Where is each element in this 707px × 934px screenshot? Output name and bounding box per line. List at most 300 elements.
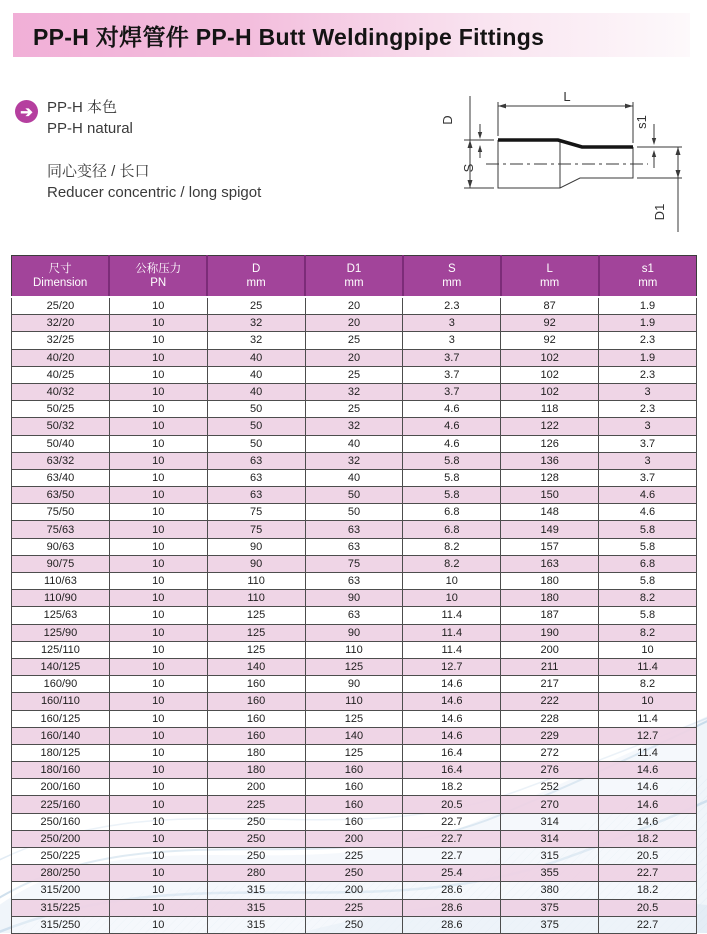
- table-cell: 14.6: [599, 813, 697, 830]
- table-cell: 63/50: [12, 487, 110, 504]
- table-cell: 160/140: [12, 727, 110, 744]
- table-cell: 250: [207, 830, 305, 847]
- table-cell: 8.2: [599, 676, 697, 693]
- table-cell: 25: [305, 401, 403, 418]
- table-cell: 11.4: [599, 710, 697, 727]
- table-cell: 40: [305, 469, 403, 486]
- table-cell: 90: [305, 590, 403, 607]
- table-cell: 63: [305, 573, 403, 590]
- table-row: [12, 607, 697, 624]
- table-cell: 125: [305, 744, 403, 761]
- table-row: [12, 366, 697, 383]
- table-cell: 250/225: [12, 848, 110, 865]
- table-cell: 25.4: [403, 865, 501, 882]
- table-cell: 20.5: [599, 848, 697, 865]
- table-cell: 10: [599, 693, 697, 710]
- table-cell: 190: [501, 624, 599, 641]
- product-name-en: Reducer concentric / long spigot: [47, 184, 262, 201]
- table-cell: 180: [207, 762, 305, 779]
- table-cell: 10: [109, 538, 207, 555]
- table-cell: 10: [109, 452, 207, 469]
- table-cell: 40/20: [12, 349, 110, 366]
- table-cell: 1.9: [599, 297, 697, 315]
- table-cell: 32/25: [12, 332, 110, 349]
- table-row: [12, 555, 697, 572]
- column-header: 尺寸 Dimension: [12, 256, 110, 298]
- table-cell: 128: [501, 469, 599, 486]
- table-cell: 125: [305, 710, 403, 727]
- material-name-cn: PP-H 本色: [47, 99, 118, 116]
- table-cell: 5.8: [403, 469, 501, 486]
- table-cell: 160: [207, 676, 305, 693]
- table-row: [12, 727, 697, 744]
- table-cell: 63/32: [12, 452, 110, 469]
- table-cell: 5.8: [599, 538, 697, 555]
- table-cell: 10: [109, 401, 207, 418]
- table-cell: 63: [207, 487, 305, 504]
- table-cell: 3.7: [599, 469, 697, 486]
- table-cell: 8.2: [403, 538, 501, 555]
- table-cell: 75/63: [12, 521, 110, 538]
- table-cell: 225: [207, 796, 305, 813]
- table-row: [12, 418, 697, 435]
- table-cell: 4.6: [403, 435, 501, 452]
- table-cell: 315: [207, 916, 305, 933]
- table-row: [12, 830, 697, 847]
- page-title: PP-H 对焊管件 PP-H Butt Weldingpipe Fittings: [33, 23, 545, 50]
- table-cell: 160: [305, 762, 403, 779]
- table-row: [12, 469, 697, 486]
- table-cell: 5.8: [599, 521, 697, 538]
- table-body: [12, 297, 697, 933]
- table-cell: 5.8: [599, 573, 697, 590]
- table-cell: 10: [403, 590, 501, 607]
- table-cell: 118: [501, 401, 599, 418]
- table-cell: 20.5: [599, 899, 697, 916]
- table-cell: 125/63: [12, 607, 110, 624]
- table-row: [12, 693, 697, 710]
- table-cell: 5.8: [403, 487, 501, 504]
- table-cell: 10: [109, 658, 207, 675]
- table-cell: 229: [501, 727, 599, 744]
- table-cell: 187: [501, 607, 599, 624]
- table-cell: 10: [109, 624, 207, 641]
- table-cell: 10: [109, 297, 207, 315]
- table-cell: 110/63: [12, 573, 110, 590]
- table-cell: 50: [207, 435, 305, 452]
- table-cell: 380: [501, 882, 599, 899]
- table-cell: 136: [501, 452, 599, 469]
- intro-block: [47, 97, 261, 203]
- table-cell: 1.9: [599, 349, 697, 366]
- table-cell: 10: [109, 796, 207, 813]
- table-cell: 10: [109, 676, 207, 693]
- table-cell: 22.7: [403, 848, 501, 865]
- table-cell: 10: [109, 349, 207, 366]
- table-cell: 6.8: [403, 504, 501, 521]
- table-cell: 90: [305, 624, 403, 641]
- table-cell: 40: [207, 383, 305, 400]
- table-cell: 10: [109, 573, 207, 590]
- table-cell: 250/200: [12, 830, 110, 847]
- table-cell: 122: [501, 418, 599, 435]
- table-cell: 10: [109, 504, 207, 521]
- page-title-bar: [13, 13, 690, 57]
- table-cell: 10: [109, 865, 207, 882]
- table-cell: 10: [109, 710, 207, 727]
- table-cell: 75: [207, 504, 305, 521]
- table-cell: 102: [501, 349, 599, 366]
- table-cell: 125: [207, 641, 305, 658]
- table-cell: 3: [599, 383, 697, 400]
- table-cell: 10: [109, 555, 207, 572]
- spec-table-container: [11, 255, 697, 934]
- table-cell: 11.4: [403, 607, 501, 624]
- table-cell: 12.7: [403, 658, 501, 675]
- table-cell: 18.2: [403, 779, 501, 796]
- table-row: [12, 590, 697, 607]
- table-row: [12, 762, 697, 779]
- table-cell: 16.4: [403, 762, 501, 779]
- table-cell: 90: [207, 555, 305, 572]
- table-cell: 8.2: [403, 555, 501, 572]
- table-cell: 125: [207, 607, 305, 624]
- table-row: [12, 813, 697, 830]
- column-header: D1 mm: [305, 256, 403, 298]
- table-row: [12, 332, 697, 349]
- table-cell: 315: [207, 882, 305, 899]
- table-cell: 3.7: [403, 366, 501, 383]
- table-row: [12, 297, 697, 315]
- table-cell: 14.6: [403, 710, 501, 727]
- table-cell: 40: [305, 435, 403, 452]
- reducer-technical-drawing: [430, 90, 707, 248]
- dim-label-l: L: [563, 90, 571, 104]
- table-cell: 163: [501, 555, 599, 572]
- table-cell: 3.7: [599, 435, 697, 452]
- table-row: [12, 315, 697, 332]
- table-cell: 160/125: [12, 710, 110, 727]
- table-cell: 200: [305, 830, 403, 847]
- arrow-right-circle-icon: ➔: [15, 100, 38, 123]
- table-cell: 10: [403, 573, 501, 590]
- table-cell: 222: [501, 693, 599, 710]
- table-cell: 10: [109, 487, 207, 504]
- table-row: [12, 383, 697, 400]
- table-cell: 10: [109, 830, 207, 847]
- table-cell: 40: [207, 349, 305, 366]
- table-row: [12, 573, 697, 590]
- dim-label-s1: s1: [634, 115, 649, 129]
- table-cell: 102: [501, 383, 599, 400]
- table-cell: 160: [207, 727, 305, 744]
- table-cell: 200/160: [12, 779, 110, 796]
- table-cell: 63: [207, 469, 305, 486]
- table-cell: 355: [501, 865, 599, 882]
- table-cell: 20: [305, 315, 403, 332]
- table-cell: 315/225: [12, 899, 110, 916]
- table-cell: 63: [207, 452, 305, 469]
- table-cell: 160/110: [12, 693, 110, 710]
- table-cell: 32: [207, 315, 305, 332]
- table-row: [12, 487, 697, 504]
- table-row: [12, 349, 697, 366]
- table-row: [12, 435, 697, 452]
- table-cell: 252: [501, 779, 599, 796]
- table-cell: 315: [501, 848, 599, 865]
- table-cell: 10: [109, 418, 207, 435]
- table-row: [12, 401, 697, 418]
- table-cell: 25: [305, 332, 403, 349]
- table-cell: 225: [305, 899, 403, 916]
- table-cell: 250: [305, 916, 403, 933]
- table-cell: 63: [305, 521, 403, 538]
- table-cell: 3.7: [403, 349, 501, 366]
- table-cell: 160: [207, 710, 305, 727]
- table-cell: 314: [501, 813, 599, 830]
- table-cell: 149: [501, 521, 599, 538]
- column-header: 公称压力 PN: [109, 256, 207, 298]
- dim-label-d1: D1: [652, 203, 667, 221]
- table-cell: 20: [305, 349, 403, 366]
- table-cell: 90: [305, 676, 403, 693]
- table-cell: 32/20: [12, 315, 110, 332]
- table-cell: 92: [501, 332, 599, 349]
- table-cell: 1.9: [599, 315, 697, 332]
- table-cell: 18.2: [599, 830, 697, 847]
- table-cell: 250/160: [12, 813, 110, 830]
- table-cell: 280/250: [12, 865, 110, 882]
- table-cell: 2.3: [403, 297, 501, 315]
- table-cell: 10: [109, 469, 207, 486]
- table-cell: 270: [501, 796, 599, 813]
- table-cell: 20: [305, 297, 403, 315]
- table-cell: 50: [305, 487, 403, 504]
- table-row: [12, 624, 697, 641]
- table-row: [12, 865, 697, 882]
- table-row: [12, 452, 697, 469]
- table-cell: 10: [109, 899, 207, 916]
- table-cell: 63/40: [12, 469, 110, 486]
- table-cell: 25/20: [12, 297, 110, 315]
- table-cell: 102: [501, 366, 599, 383]
- table-cell: 8.2: [599, 590, 697, 607]
- table-cell: 10: [599, 641, 697, 658]
- table-cell: 3: [599, 418, 697, 435]
- table-cell: 150: [501, 487, 599, 504]
- table-cell: 6.8: [599, 555, 697, 572]
- table-cell: 228: [501, 710, 599, 727]
- table-cell: 140: [207, 658, 305, 675]
- table-cell: 3.7: [403, 383, 501, 400]
- table-cell: 6.8: [403, 521, 501, 538]
- table-cell: 110: [207, 573, 305, 590]
- table-cell: 10: [109, 727, 207, 744]
- table-cell: 160: [305, 779, 403, 796]
- table-cell: 32: [305, 452, 403, 469]
- table-cell: 315/250: [12, 916, 110, 933]
- table-cell: 125/90: [12, 624, 110, 641]
- spec-table: [11, 255, 697, 934]
- dim-label-s: S: [461, 163, 476, 173]
- table-cell: 63: [305, 607, 403, 624]
- table-cell: 50: [305, 504, 403, 521]
- table-cell: 11.4: [403, 624, 501, 641]
- table-row: [12, 779, 697, 796]
- table-cell: 92: [501, 315, 599, 332]
- table-cell: 22.7: [599, 865, 697, 882]
- table-cell: 10: [109, 882, 207, 899]
- table-cell: 250: [207, 813, 305, 830]
- table-cell: 2.3: [599, 332, 697, 349]
- table-cell: 110/90: [12, 590, 110, 607]
- table-cell: 125: [305, 658, 403, 675]
- table-cell: 22.7: [599, 916, 697, 933]
- table-row: [12, 796, 697, 813]
- table-cell: 10: [109, 744, 207, 761]
- table-cell: 148: [501, 504, 599, 521]
- table-cell: 180: [207, 744, 305, 761]
- table-cell: 11.4: [403, 641, 501, 658]
- table-cell: 90/75: [12, 555, 110, 572]
- table-cell: 2.3: [599, 401, 697, 418]
- table-cell: 272: [501, 744, 599, 761]
- table-cell: 14.6: [599, 779, 697, 796]
- table-cell: 10: [109, 590, 207, 607]
- table-cell: 10: [109, 607, 207, 624]
- table-cell: 200: [501, 641, 599, 658]
- table-cell: 28.6: [403, 882, 501, 899]
- table-cell: 280: [207, 865, 305, 882]
- table-row: [12, 641, 697, 658]
- table-cell: 5.8: [403, 452, 501, 469]
- table-cell: 10: [109, 383, 207, 400]
- table-cell: 110: [305, 641, 403, 658]
- table-cell: 125/110: [12, 641, 110, 658]
- table-cell: 90: [207, 538, 305, 555]
- table-cell: 11.4: [599, 658, 697, 675]
- table-cell: 14.6: [403, 676, 501, 693]
- product-name-cn: 同心变径 / 长口: [47, 163, 150, 180]
- table-cell: 75: [305, 555, 403, 572]
- table-cell: 25: [305, 366, 403, 383]
- table-cell: 14.6: [403, 693, 501, 710]
- table-row: [12, 848, 697, 865]
- table-row: [12, 676, 697, 693]
- table-cell: 40/32: [12, 383, 110, 400]
- table-cell: 140/125: [12, 658, 110, 675]
- table-cell: 3: [599, 452, 697, 469]
- table-cell: 4.6: [599, 487, 697, 504]
- table-cell: 217: [501, 676, 599, 693]
- table-cell: 314: [501, 830, 599, 847]
- table-row: [12, 658, 697, 675]
- table-cell: 90/63: [12, 538, 110, 555]
- table-cell: 5.8: [599, 607, 697, 624]
- table-cell: 10: [109, 813, 207, 830]
- table-cell: 10: [109, 366, 207, 383]
- table-cell: 250: [207, 848, 305, 865]
- table-cell: 10: [109, 315, 207, 332]
- table-cell: 276: [501, 762, 599, 779]
- table-row: [12, 538, 697, 555]
- table-cell: 14.6: [403, 727, 501, 744]
- table-cell: 11.4: [599, 744, 697, 761]
- table-cell: 3: [403, 315, 501, 332]
- column-header: S mm: [403, 256, 501, 298]
- table-cell: 180/125: [12, 744, 110, 761]
- column-header: s1 mm: [599, 256, 697, 298]
- table-cell: 20.5: [403, 796, 501, 813]
- table-row: [12, 882, 697, 899]
- table-cell: 2.3: [599, 366, 697, 383]
- table-cell: 126: [501, 435, 599, 452]
- table-cell: 180/160: [12, 762, 110, 779]
- table-cell: 50/32: [12, 418, 110, 435]
- table-cell: 110: [207, 590, 305, 607]
- table-row: [12, 710, 697, 727]
- table-cell: 18.2: [599, 882, 697, 899]
- table-cell: 25: [207, 297, 305, 315]
- table-cell: 3: [403, 332, 501, 349]
- table-cell: 160/90: [12, 676, 110, 693]
- table-cell: 4.6: [599, 504, 697, 521]
- table-cell: 50: [207, 401, 305, 418]
- table-cell: 40/25: [12, 366, 110, 383]
- table-cell: 10: [109, 762, 207, 779]
- table-cell: 40: [207, 366, 305, 383]
- table-cell: 10: [109, 693, 207, 710]
- table-cell: 32: [207, 332, 305, 349]
- table-header-row: [12, 256, 697, 298]
- table-row: [12, 504, 697, 521]
- table-cell: 160: [207, 693, 305, 710]
- table-cell: 50: [207, 418, 305, 435]
- table-cell: 211: [501, 658, 599, 675]
- table-cell: 160: [305, 813, 403, 830]
- table-cell: 10: [109, 848, 207, 865]
- table-cell: 10: [109, 916, 207, 933]
- table-cell: 125: [207, 624, 305, 641]
- column-header: D mm: [207, 256, 305, 298]
- table-cell: 32: [305, 383, 403, 400]
- table-cell: 87: [501, 297, 599, 315]
- table-cell: 75: [207, 521, 305, 538]
- column-header: L mm: [501, 256, 599, 298]
- table-cell: 225: [305, 848, 403, 865]
- table-cell: 14.6: [599, 762, 697, 779]
- material-name-en: PP-H natural: [47, 120, 133, 137]
- table-cell: 180: [501, 590, 599, 607]
- table-cell: 200: [305, 882, 403, 899]
- table-cell: 10: [109, 332, 207, 349]
- table-cell: 75/50: [12, 504, 110, 521]
- table-cell: 4.6: [403, 418, 501, 435]
- table-cell: 63: [305, 538, 403, 555]
- table-cell: 16.4: [403, 744, 501, 761]
- table-cell: 22.7: [403, 830, 501, 847]
- table-cell: 14.6: [599, 796, 697, 813]
- table-cell: 50/40: [12, 435, 110, 452]
- table-cell: 10: [109, 435, 207, 452]
- table-cell: 140: [305, 727, 403, 744]
- table-cell: 200: [207, 779, 305, 796]
- table-cell: 50/25: [12, 401, 110, 418]
- table-cell: 110: [305, 693, 403, 710]
- table-cell: 225/160: [12, 796, 110, 813]
- table-cell: 10: [109, 521, 207, 538]
- table-cell: 375: [501, 916, 599, 933]
